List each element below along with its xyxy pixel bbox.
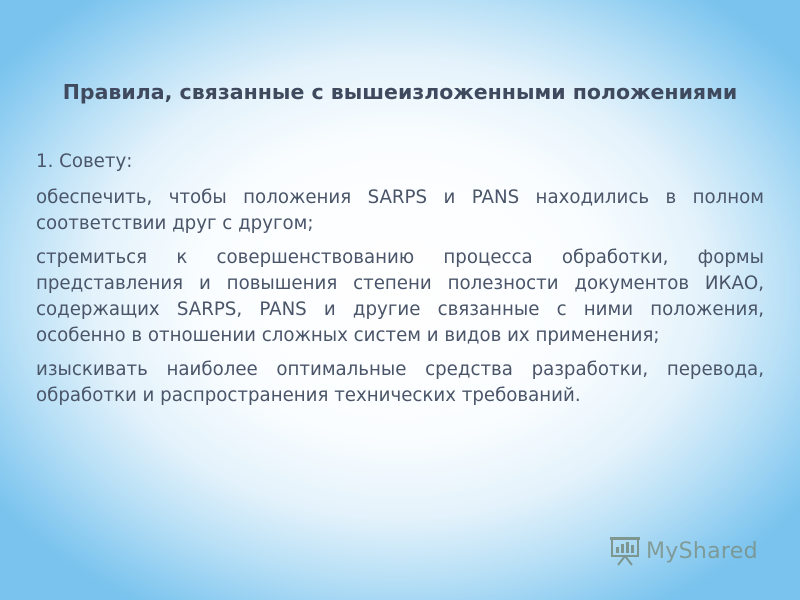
slide-title: Правила, связанные с вышеизложенными положениями [62,80,738,104]
myshared-watermark [608,536,758,566]
paragraph-find-means: изыскивать наиболее оптимальные средства разработки, перевода, обработки и распространения технических требований. [36,359,764,406]
paragraph-ensure-consistency: обеспечить, чтобы положения SARPS и PANS находились в полном соответствии друг с другом; [36,187,764,234]
slide-body [36,149,764,417]
paragraph-improve-documents: стремиться к совершенствованию процесса обработки, формы представления и повышения степени полезности документов ИКАО, содержащих SARPS, PANS и другие связанные с ними положения, особенно в отношении сложных систем и видов их применения; [36,247,764,346]
paragraph-council-heading: 1. Совету: [36,151,133,172]
presentation-board-icon [608,536,642,566]
watermark-label: MyShared [646,538,758,564]
